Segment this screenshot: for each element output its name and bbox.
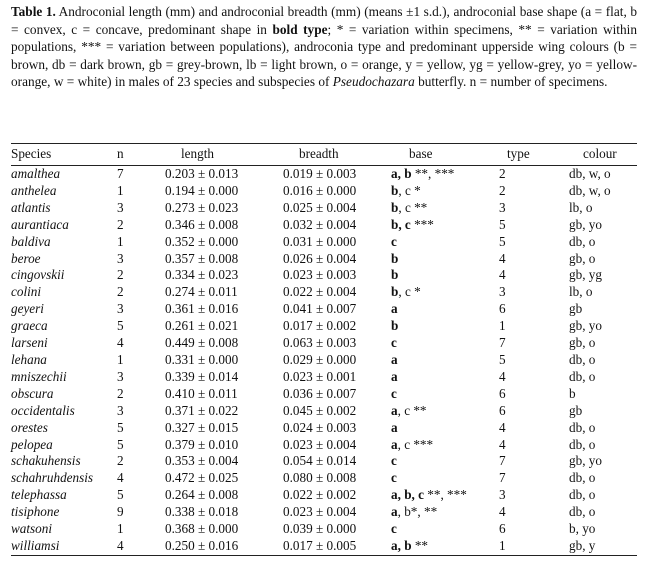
table-header-row — [11, 144, 637, 166]
n-cell: 5 — [117, 436, 124, 452]
type-cell: 5 — [499, 216, 506, 232]
type-cell: 7 — [499, 453, 506, 469]
n-cell: 3 — [117, 368, 124, 384]
type-cell: 6 — [499, 521, 506, 537]
table-row — [11, 369, 637, 386]
caption-text-end: butterfly. n = number of specimens. — [414, 74, 608, 90]
length-cell: 0.338 ± 0.018 — [165, 504, 239, 520]
base-predominant: c — [391, 470, 397, 486]
table-row — [11, 200, 637, 217]
table-row — [11, 538, 637, 555]
base-cell — [391, 386, 499, 403]
species-cell: geyeri — [11, 301, 44, 317]
base-variation: , c * — [398, 284, 421, 300]
species-cell: graeca — [11, 318, 48, 334]
table-row — [11, 166, 637, 183]
n-cell: 5 — [117, 419, 124, 435]
base-cell — [391, 403, 499, 420]
type-cell: 3 — [499, 284, 506, 300]
colour-cell: lb, o — [569, 199, 593, 215]
header-base: base — [391, 144, 499, 166]
table-row — [11, 318, 637, 335]
length-cell: 0.449 ± 0.008 — [165, 335, 239, 351]
length-cell: 0.472 ± 0.025 — [165, 470, 239, 486]
breadth-cell: 0.063 ± 0.003 — [283, 335, 357, 351]
n-cell: 1 — [117, 351, 124, 367]
caption-text: Androconial length (mm) and androconial breadth (mm) (means ±1 s.d.), androconial base shape (a = flat, b = convex, c = concave, predominant shape in — [11, 4, 637, 37]
header-colour: colour — [569, 144, 637, 166]
n-cell: 2 — [117, 216, 124, 232]
base-cell — [391, 301, 499, 318]
colour-cell: db, o — [569, 436, 596, 452]
base-predominant: a — [391, 301, 398, 317]
species-cell: baldiva — [11, 233, 51, 249]
colour-cell: db, o — [569, 487, 596, 503]
colour-cell: db, w, o — [569, 182, 611, 198]
colour-cell: db, o — [569, 470, 596, 486]
base-predominant: b — [391, 267, 399, 283]
length-cell: 0.368 ± 0.000 — [165, 521, 239, 537]
base-variation: , c *** — [397, 436, 434, 452]
table-row — [11, 437, 637, 454]
breadth-cell: 0.045 ± 0.002 — [283, 402, 357, 418]
species-cell: amalthea — [11, 166, 61, 181]
length-cell: 0.361 ± 0.016 — [165, 301, 239, 317]
base-predominant: b — [391, 284, 399, 300]
n-cell: 2 — [117, 284, 124, 300]
base-predominant: c — [391, 233, 397, 249]
species-cell: watsoni — [11, 521, 53, 537]
base-cell — [391, 521, 499, 538]
species-cell: williamsi — [11, 538, 117, 555]
table-row — [11, 267, 637, 284]
breadth-cell: 0.025 ± 0.004 — [283, 199, 357, 215]
type-cell: 4 — [499, 419, 506, 435]
table-row — [11, 521, 637, 538]
n-cell: 2 — [117, 267, 124, 283]
base-predominant: b — [391, 199, 399, 215]
species-cell: schahruhdensis — [11, 470, 94, 486]
n-cell: 1 — [117, 521, 124, 537]
base-variation: , c ** — [397, 402, 427, 418]
n-cell: 1 — [117, 233, 124, 249]
type-cell: 1 — [499, 538, 569, 555]
table-row — [11, 284, 637, 301]
n-cell: 2 — [117, 453, 124, 469]
n-cell: 9 — [117, 504, 124, 520]
type-cell: 3 — [499, 199, 506, 215]
breadth-cell: 0.017 ± 0.005 — [283, 538, 391, 555]
base-cell — [391, 369, 499, 386]
species-cell: beroe — [11, 250, 41, 266]
base-predominant: c — [391, 335, 397, 351]
species-cell: mniszechii — [11, 368, 67, 384]
length-cell: 0.261 ± 0.021 — [165, 318, 239, 334]
base-cell — [391, 318, 499, 335]
breadth-cell: 0.023 ± 0.004 — [283, 436, 357, 452]
caption-bold-phrase: bold type — [272, 21, 328, 37]
caption-text-continued: ; * = variation within specimens, ** = variation within populations, *** = variation between populations), androconia type and predominant upperside wing colours (b = brown, db = dark brown, gb = grey-brown, lb = light brown, o = orange, y = yellow, yg = yellow-grey, yo = yellow-orange, w = white) in males of 23 species and subspecies of — [11, 21, 637, 90]
species-cell: aurantiaca — [11, 216, 69, 232]
base-variation: *** — [410, 216, 434, 232]
breadth-cell: 0.036 ± 0.007 — [283, 385, 357, 401]
breadth-cell: 0.031 ± 0.000 — [283, 233, 357, 249]
length-cell: 0.274 ± 0.011 — [165, 284, 238, 300]
n-cell: 7 — [117, 166, 124, 181]
breadth-cell: 0.054 ± 0.014 — [283, 453, 357, 469]
base-predominant: a — [391, 419, 398, 435]
length-cell: 0.273 ± 0.023 — [165, 199, 239, 215]
colour-cell: db, o — [569, 233, 596, 249]
colour-cell: db, o — [569, 368, 596, 384]
header-breadth: breadth — [283, 144, 391, 166]
length-cell: 0.339 ± 0.014 — [165, 368, 239, 384]
colour-cell: gb, o — [569, 250, 596, 266]
base-predominant: a — [391, 504, 398, 520]
breadth-cell: 0.017 ± 0.002 — [283, 318, 357, 334]
type-cell: 4 — [499, 436, 506, 452]
table-row — [11, 504, 637, 521]
length-cell: 0.264 ± 0.008 — [165, 487, 239, 503]
n-cell: 3 — [117, 301, 124, 317]
species-cell: lehana — [11, 351, 47, 367]
caption-genus: Pseudochazara — [332, 74, 415, 90]
breadth-cell: 0.039 ± 0.000 — [283, 521, 357, 537]
base-predominant: a, b — [391, 166, 412, 181]
breadth-cell: 0.029 ± 0.000 — [283, 351, 357, 367]
table-row — [11, 234, 637, 251]
n-cell: 2 — [117, 385, 124, 401]
length-cell: 0.352 ± 0.000 — [165, 233, 239, 249]
species-cell: obscura — [11, 385, 54, 401]
type-cell: 6 — [499, 301, 506, 317]
base-cell — [391, 437, 499, 454]
colour-cell: gb, o — [569, 335, 596, 351]
species-cell: atlantis — [11, 199, 51, 215]
length-cell: 0.203 ± 0.013 — [165, 166, 239, 181]
type-cell: 4 — [499, 504, 506, 520]
length-cell: 0.331 ± 0.000 — [165, 351, 239, 367]
breadth-cell: 0.023 ± 0.004 — [283, 504, 357, 520]
n-cell: 5 — [117, 487, 124, 503]
breadth-cell: 0.023 ± 0.001 — [283, 368, 357, 384]
colour-cell: gb, yo — [569, 216, 602, 232]
base-cell — [391, 335, 499, 352]
data-table — [11, 143, 637, 556]
breadth-cell: 0.026 ± 0.004 — [283, 250, 357, 266]
table-row — [11, 251, 637, 268]
caption-label: Table 1. — [11, 4, 56, 19]
base-cell — [391, 200, 499, 217]
length-cell: 0.346 ± 0.008 — [165, 216, 239, 232]
base-predominant: a — [391, 351, 398, 367]
breadth-cell: 0.023 ± 0.003 — [283, 267, 357, 283]
length-cell: 0.353 ± 0.004 — [165, 453, 239, 469]
length-cell: 0.194 ± 0.000 — [165, 182, 239, 198]
table-row — [11, 453, 637, 470]
colour-cell: gb, yo — [569, 453, 602, 469]
colour-cell: db, o — [569, 419, 596, 435]
base-cell — [391, 453, 499, 470]
type-cell: 5 — [499, 233, 506, 249]
n-cell: 3 — [117, 402, 124, 418]
type-cell: 4 — [499, 250, 506, 266]
species-cell: tisiphone — [11, 504, 60, 520]
type-cell: 2 — [499, 182, 506, 198]
base-cell — [391, 234, 499, 251]
type-cell: 6 — [499, 402, 506, 418]
breadth-cell: 0.024 ± 0.003 — [283, 419, 357, 435]
base-cell — [391, 284, 499, 301]
base-cell — [391, 183, 499, 200]
table-row — [11, 183, 637, 200]
base-cell — [391, 420, 499, 437]
base-variation: , c ** — [398, 199, 428, 215]
length-cell: 0.327 ± 0.015 — [165, 419, 239, 435]
type-cell: 3 — [499, 487, 506, 503]
breadth-cell: 0.019 ± 0.003 — [283, 166, 357, 181]
breadth-cell: 0.041 ± 0.007 — [283, 301, 357, 317]
table-body — [11, 166, 637, 556]
colour-cell: gb, y — [569, 538, 637, 555]
table-row — [11, 301, 637, 318]
type-cell: 5 — [499, 351, 506, 367]
length-cell: 0.371 ± 0.022 — [165, 402, 239, 418]
species-cell: colini — [11, 284, 42, 300]
breadth-cell: 0.032 ± 0.004 — [283, 216, 357, 232]
type-cell: 4 — [499, 267, 506, 283]
base-predominant: c — [391, 385, 397, 401]
colour-cell: gb, yg — [569, 267, 602, 283]
colour-cell: gb — [569, 402, 583, 418]
table-row — [11, 335, 637, 352]
base-variation: **, *** — [411, 166, 455, 181]
colour-cell: b — [569, 385, 576, 401]
base-predominant: b — [391, 318, 399, 334]
header-type: type — [499, 144, 569, 166]
colour-cell: gb — [569, 301, 583, 317]
n-cell: 4 — [117, 538, 165, 555]
length-cell: 0.334 ± 0.023 — [165, 267, 239, 283]
table-row — [11, 470, 637, 487]
breadth-cell: 0.016 ± 0.000 — [283, 182, 357, 198]
colour-cell: db, w, o — [569, 166, 611, 181]
n-cell: 4 — [117, 470, 124, 486]
length-cell: 0.357 ± 0.008 — [165, 250, 239, 266]
base-predominant: a — [391, 368, 398, 384]
n-cell: 1 — [117, 182, 124, 198]
breadth-cell: 0.022 ± 0.002 — [283, 487, 357, 503]
header-length: length — [165, 144, 283, 166]
base-predominant: b, c — [391, 216, 411, 232]
species-cell: larseni — [11, 335, 48, 351]
length-cell: 0.379 ± 0.010 — [165, 436, 239, 452]
base-variation: , c * — [398, 182, 421, 198]
base-variation: **, *** — [423, 487, 467, 503]
base-predominant: a, b, c — [391, 487, 424, 503]
colour-cell: lb, o — [569, 284, 593, 300]
base-cell — [391, 251, 499, 268]
base-cell — [391, 217, 499, 234]
base-cell — [391, 470, 499, 487]
type-cell: 6 — [499, 385, 506, 401]
header-species: Species — [11, 144, 117, 166]
n-cell: 4 — [117, 335, 124, 351]
table-row — [11, 403, 637, 420]
n-cell: 3 — [117, 250, 124, 266]
length-cell: 0.250 ± 0.016 — [165, 538, 283, 555]
n-cell: 5 — [117, 318, 124, 334]
colour-cell: b, yo — [569, 521, 596, 537]
species-cell: schakuhensis — [11, 453, 81, 469]
colour-cell: db, o — [569, 504, 596, 520]
species-cell: occidentalis — [11, 402, 75, 418]
base-predominant: a, b — [391, 537, 412, 553]
base-variation: , b*, ** — [397, 504, 438, 520]
table-row — [11, 386, 637, 403]
species-cell: telephassa — [11, 487, 67, 503]
base-predominant: c — [391, 521, 397, 537]
base-cell — [391, 352, 499, 369]
type-cell: 2 — [499, 166, 506, 181]
base-cell — [391, 267, 499, 284]
breadth-cell: 0.022 ± 0.004 — [283, 284, 357, 300]
base-cell — [391, 487, 499, 504]
type-cell: 1 — [499, 318, 506, 334]
header-n: n — [117, 144, 165, 166]
type-cell: 7 — [499, 470, 506, 486]
species-cell: cingovskii — [11, 267, 65, 283]
type-cell: 7 — [499, 335, 506, 351]
colour-cell: db, o — [569, 351, 596, 367]
table-row — [11, 487, 637, 504]
species-cell: anthelea — [11, 182, 57, 198]
base-predominant: b — [391, 250, 399, 266]
table-row — [11, 352, 637, 369]
length-cell: 0.410 ± 0.011 — [165, 385, 238, 401]
table-row — [11, 420, 637, 437]
species-cell: pelopea — [11, 436, 53, 452]
table-row — [11, 217, 637, 234]
base-predominant: b — [391, 182, 399, 198]
base-cell — [391, 504, 499, 521]
species-cell: orestes — [11, 419, 48, 435]
breadth-cell: 0.080 ± 0.008 — [283, 470, 357, 486]
base-variation: ** — [411, 537, 429, 553]
base-predominant: a — [391, 436, 398, 452]
table-caption — [11, 3, 637, 91]
colour-cell: gb, yo — [569, 318, 602, 334]
base-cell — [391, 166, 499, 183]
base-predominant: c — [391, 453, 397, 469]
type-cell: 4 — [499, 368, 506, 384]
base-cell — [391, 538, 499, 555]
base-predominant: a — [391, 402, 398, 418]
n-cell: 3 — [117, 199, 124, 215]
